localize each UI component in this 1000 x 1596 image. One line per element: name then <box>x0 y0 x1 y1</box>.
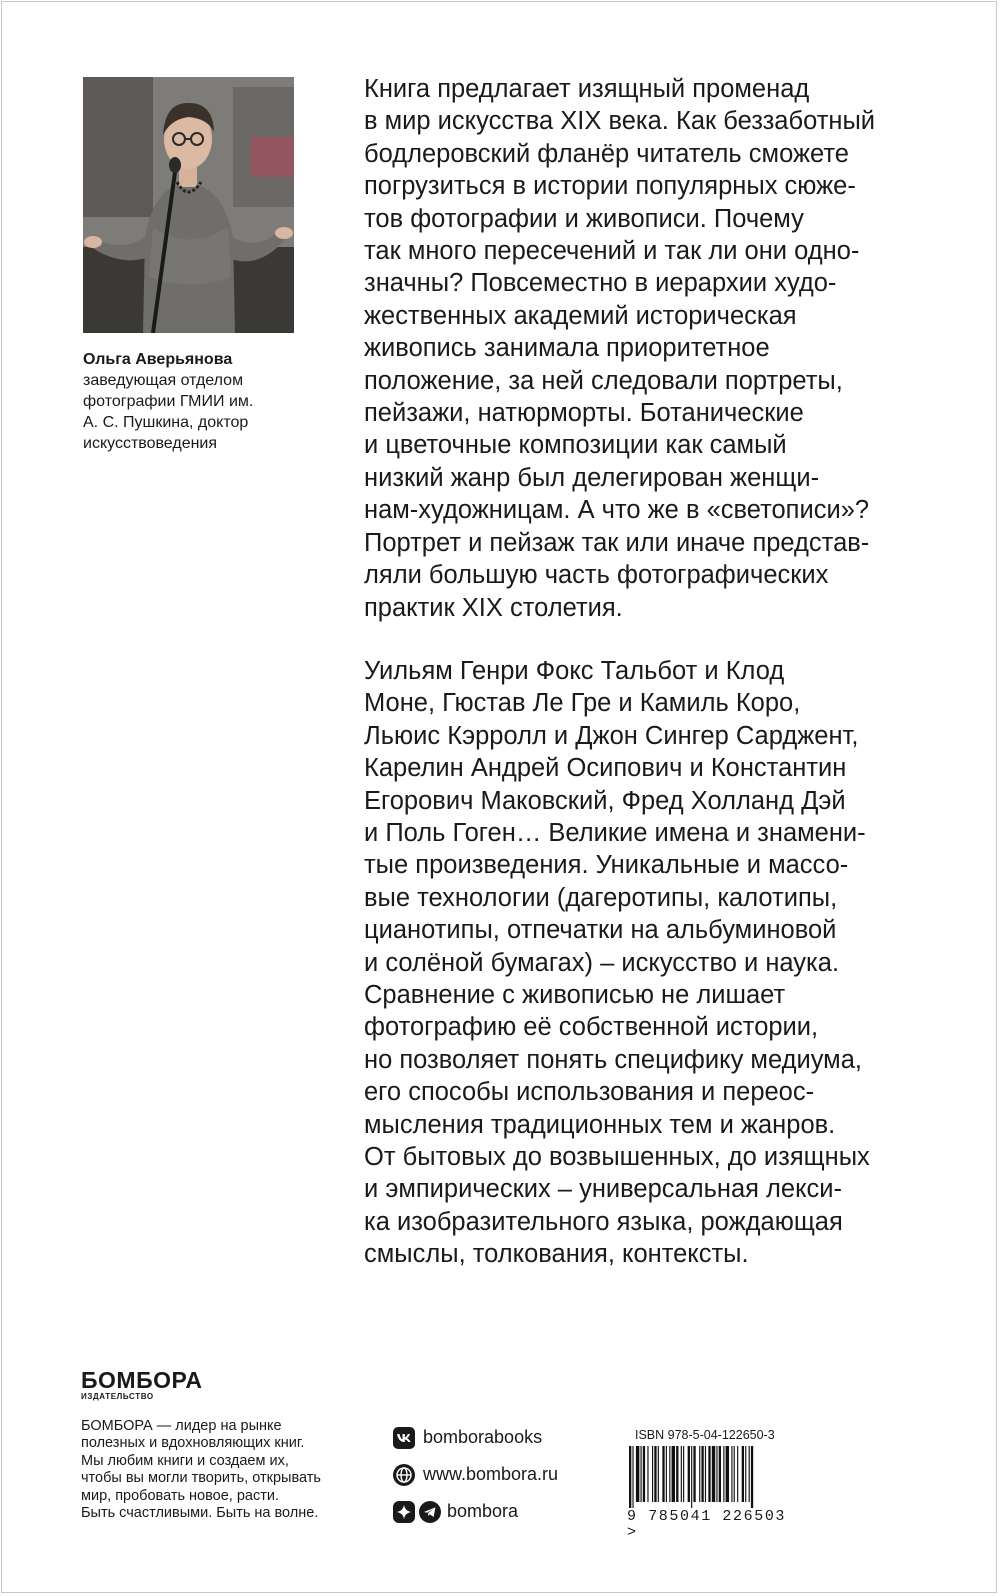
website-link-label: www.bombora.ru <box>423 1464 559 1484</box>
text-line: Мы любим книги и создаем их, <box>81 1452 289 1469</box>
text-line: чтобы вы могли творить, открывать <box>81 1470 321 1487</box>
website-link[interactable] <box>393 1456 558 1493</box>
globe-icon <box>393 1464 415 1486</box>
text-line: смыслы, толкования, контексты. <box>364 1240 749 1269</box>
publisher-about <box>81 1418 371 1522</box>
text-line: тов фотографии и живописи. Почему <box>364 204 804 233</box>
text-line: нам-художницам. А что же в «светописи»? <box>364 496 870 525</box>
barcode-digits: 9 785041 226503 > <box>627 1508 787 1541</box>
text-line: БОМБОРА — лидер на рынке <box>81 1418 282 1434</box>
text-line: Карелин Андрей Осипович и Константин <box>364 754 847 783</box>
text-line: и Поль Гоген… Великие имена и знамени- <box>364 818 866 847</box>
text-line: пейзажи, натюрморты. Ботанические <box>364 399 804 428</box>
text-line: вые технологии (дагеротипы, калотипы, <box>364 883 838 912</box>
author-role-line: заведующая отделом <box>83 372 244 389</box>
telegram-icon <box>419 1501 441 1523</box>
text-line: Книга предлагает изящный променад <box>364 75 810 103</box>
author-role-line: искусствоведения <box>83 435 218 452</box>
isbn-barcode <box>627 1428 802 1541</box>
author-role-line: А. С. Пушкина, доктор <box>83 414 249 431</box>
text-line: так много пересечений и так ли они одно- <box>364 237 860 266</box>
text-line: низкий жанр был делегирован женщи- <box>364 463 820 492</box>
vk-icon <box>393 1427 415 1449</box>
star-messenger-icon <box>393 1501 415 1523</box>
social-link[interactable] <box>393 1493 558 1530</box>
text-line: Быть счастливыми. Быть на волне. <box>81 1505 319 1522</box>
text-line: и солёной бумагах) – искусство и наука. <box>364 948 840 977</box>
text-line: цианотипы, отпечатки на альбуминовой <box>364 916 837 945</box>
text-line: жественных академий историческая <box>364 301 797 330</box>
text-line: тые произведения. Уникальные и массо- <box>364 851 849 880</box>
text-line: положение, за ней следовали портреты, <box>364 366 843 395</box>
publisher-brand: БОМБОРА <box>81 1367 203 1393</box>
text-line: Уильям Генри Фокс Тальбот и Клод <box>364 656 785 685</box>
text-line: Льюис Кэрролл и Джон Сингер Сарджент, <box>364 721 859 750</box>
text-line: фотографию её собственной истории, <box>364 1013 819 1042</box>
text-line: ка изобразительного языка, рождающая <box>364 1207 843 1236</box>
text-line: Сравнение с живописью не лишает <box>364 980 786 1009</box>
publisher-links <box>393 1419 558 1530</box>
author-photo <box>83 77 294 333</box>
vk-link-label: bomborabooks <box>423 1427 543 1447</box>
text-line: Моне, Гюстав Ле Гре и Камиль Коро, <box>364 689 801 718</box>
vk-link[interactable] <box>393 1419 558 1456</box>
text-line: в мир искусства XIX века. Как беззаботный <box>364 107 876 136</box>
barcode-bars <box>627 1446 799 1508</box>
text-line: живопись занимала приоритетное <box>364 334 770 363</box>
book-description <box>364 73 924 1271</box>
text-line: Портрет и пейзаж так или иначе представ- <box>364 528 870 557</box>
text-line: Егорович Маковский, Фред Холланд Дэй <box>364 786 846 815</box>
isbn-text: ISBN 978-5-04-122650-3 <box>635 1428 775 1442</box>
text-line: погрузиться в истории популярных сюже- <box>364 172 856 201</box>
social-icons <box>393 1501 441 1523</box>
text-line: и эмпирических – универсальная лекси- <box>364 1175 843 1204</box>
text-line: и цветочные композиции как самый <box>364 431 787 460</box>
description-paragraph-1 <box>364 73 924 624</box>
text-line: бодлеровский фланёр читатель сможете <box>364 139 849 168</box>
author-name: Ольга Аверьянова <box>83 351 233 368</box>
text-line: мысления традиционных тем и жанров. <box>364 1110 836 1139</box>
author-caption <box>83 349 323 454</box>
social-link-label: bombora <box>447 1501 519 1521</box>
publisher-brand-sub: ИЗДАТЕЛЬСТВО <box>81 1392 154 1401</box>
text-line: ляли большую часть фотографических <box>364 561 829 590</box>
description-paragraph-2 <box>364 655 924 1271</box>
text-line: От бытовых до возвышенных, до изящных <box>364 1143 870 1171</box>
text-line: полезных и вдохновляющих книг. <box>81 1435 305 1452</box>
publisher-logo <box>81 1368 202 1402</box>
text-line: значны? Повсеместно в иерархии худо- <box>364 269 837 298</box>
author-role-line: фотографии ГМИИ им. <box>83 393 254 410</box>
text-line: но позволяет понять специфику медиума, <box>364 1045 862 1074</box>
text-line: мир, пробовать новое, расти. <box>81 1487 279 1504</box>
text-line: его способы использования и переос- <box>364 1078 815 1107</box>
text-line: практик XIX столетия. <box>364 593 623 622</box>
